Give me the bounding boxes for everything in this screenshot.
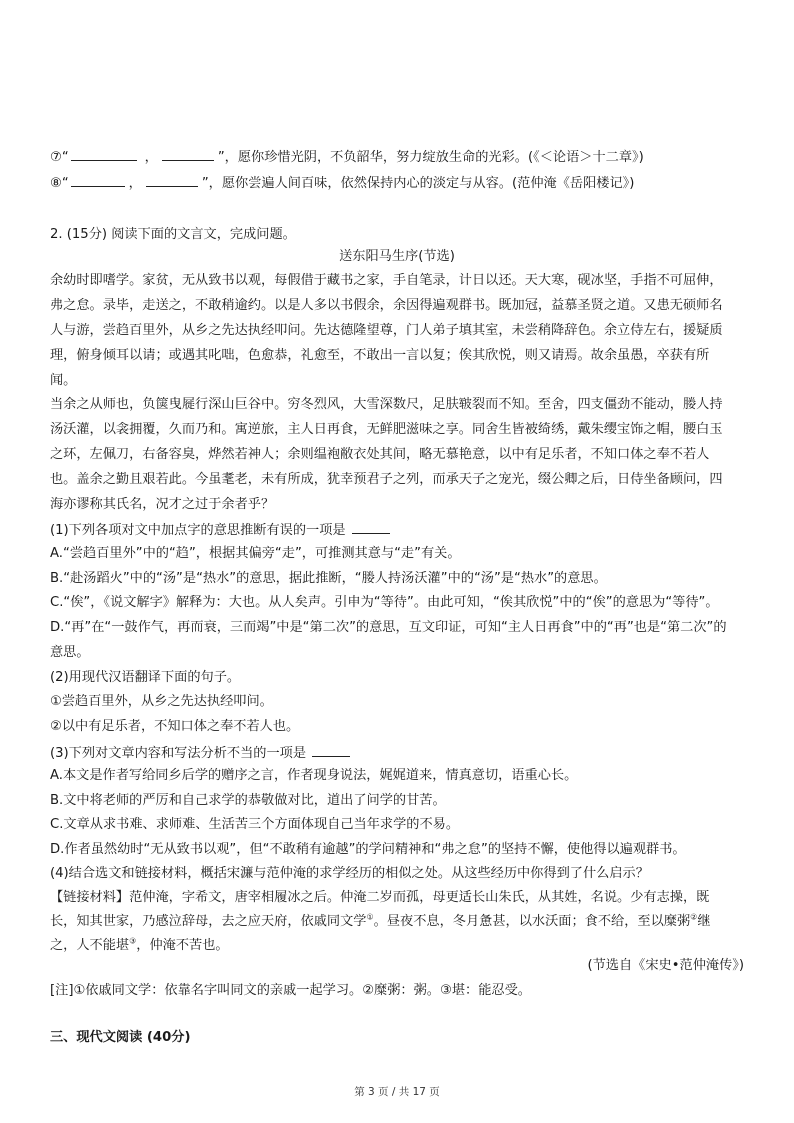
fill-8-suffix: ”，愿你尝遍人间百味，依然保持内心的淡定与从容。(范仲淹《岳阳楼记》) xyxy=(201,176,635,191)
link-material xyxy=(50,937,229,955)
passage-line: 理，俯身倾耳以请；或遇其叱咄，色愈恭，礼愈至，不敢出一言以复；俟其欣悦，则又请焉。故余虽愚，卒获有所 xyxy=(50,348,710,363)
passage-line: 闻。 xyxy=(50,373,77,388)
fill-8-prefix: ⑧“ xyxy=(50,176,69,191)
answer-blank[interactable] xyxy=(146,173,198,187)
translate-item: ①尝趋百里外，从乡之先达执经叩问。 xyxy=(50,694,273,709)
source-citation: (节选自《宋史•范仲淹传》) xyxy=(587,958,744,973)
question-2-intro: 2. (15分) 阅读下面的文言文，完成问题。 xyxy=(50,227,296,242)
option-b: B.文中将老师的严厉和自己求学的恭敬做对比，道出了问学的甘苦。 xyxy=(50,793,446,808)
link-text: 。昼夜不息，冬月惫甚，以水沃面；食不给，至以糜粥 xyxy=(373,914,691,929)
link-text: 之，人不能堪 xyxy=(50,938,130,953)
option-b: B.“赴汤蹈火”中的“汤”是“热水”的意思，据此推断，“媵人持汤沃灌”中的“汤”是“热水”的意思。 xyxy=(50,571,607,586)
passage-line: 人与游，尝趋百里外，从乡之先达执经叩问。先达德隆望尊，门人弟子填其室，未尝稍降辞色。余立侍左右，援疑质 xyxy=(50,323,723,338)
sub-1-stem: (1)下列各项对文中加点字的意思推断有误的一项是 xyxy=(50,523,346,538)
option-d: D.作者虽然幼时“无从致书以观”，但“不敢稍有逾越”的学问精神和“弗之怠”的坚持不懈，使他得以遍观群书。 xyxy=(50,842,686,857)
passage-title: 送东阳马生序(节选) xyxy=(339,249,455,264)
fill-item-7 xyxy=(50,147,644,167)
footnote-mark: ① xyxy=(366,912,374,922)
link-material: 【链接材料】范仲淹，字希文，唐宰相履冰之后。仲淹二岁而孤，母更适长山朱氏，从其姓，名说。少有志操，既 xyxy=(50,890,710,905)
page-footer: 第 3 页 / 共 17 页 xyxy=(354,1086,440,1098)
translate-item: ②以中有足乐者，不知口体之奉不若人也。 xyxy=(50,719,300,734)
passage-line: 也。盖余之勤且艰若此。今虽耄老，未有所成，犹幸预君子之列，而承天子之宠光，缀公卿之后，日侍坐备顾问，四 xyxy=(50,472,723,487)
passage-line: 余幼时即嗜学。家贫，无从致书以观，每假借于藏书之家，手自笔录，计日以还。天大寒，砚冰坚，手指不可屈伸， xyxy=(50,273,723,288)
fill-7-prefix: ⑦“ xyxy=(50,150,69,165)
option-c: C.文章从求书难、求师难、生活苦三个方面体现自己当年求学的不易。 xyxy=(50,817,460,832)
sub-question-1 xyxy=(50,520,390,540)
passage-line: 海亦谬称其氏名，况才之过于余者乎？ xyxy=(50,497,275,512)
answer-blank[interactable] xyxy=(71,173,125,187)
footnote-mark: ③ xyxy=(129,936,137,946)
passage-line: 汤沃灌，以衾拥覆，久而乃和。寓逆旅，主人日再食，无鲜肥滋味之享。同舍生皆被绮绣，戴朱缨宝饰之帽，腰白玉 xyxy=(50,422,723,437)
sub-question-2: (2)用现代汉语翻译下面的句子。 xyxy=(50,670,241,685)
answer-blank[interactable] xyxy=(312,743,350,757)
sub-question-4: (4)结合选文和链接材料，概括宋濂与范仲淹的求学经历的相似之处。从这些经历中你得到了什么启示？ xyxy=(50,866,649,881)
option-d-cont: 意思。 xyxy=(50,645,90,660)
footnote-mark: ② xyxy=(690,912,698,922)
sub-3-stem: (3)下列对文章内容和写法分析不当的一项是 xyxy=(50,746,307,761)
section-heading: 三、现代文阅读 (40分) xyxy=(50,1030,191,1045)
footnote: [注]①依戚同文学：依靠名字叫同文的亲戚一起学习。②糜粥：粥。③堪：能忍受。 xyxy=(50,983,531,998)
fill-item-8 xyxy=(50,173,634,193)
option-d: D.“再”在“一鼓作气，再而衰，三而竭”中是“第二次”的意思，互文印证，可知“主人日再食”中的“再”也是“第二次”的 xyxy=(50,620,727,635)
fill-7-sep: ， xyxy=(144,150,158,165)
option-a: A.本文是作者写给同乡后学的赠序之言，作者现身说法，娓娓道来，情真意切，语重心长。 xyxy=(50,768,578,783)
option-c: C.“俟”，《说文解字》解释为：大也。从人矣声。引申为“等待”。由此可知，“俟其欣悦”中的“俟”的意思为“等待”。 xyxy=(50,595,719,610)
answer-blank[interactable] xyxy=(71,147,137,161)
answer-blank[interactable] xyxy=(352,520,390,534)
link-text: 继 xyxy=(697,914,711,929)
answer-blank[interactable] xyxy=(162,147,214,161)
link-text: ，仲淹不苦也。 xyxy=(136,938,229,953)
link-material xyxy=(50,913,711,931)
sub-question-3 xyxy=(50,743,350,763)
link-text: 长，知其世家，乃感泣辞母，去之应天府，依戚同文学 xyxy=(50,914,367,929)
fill-7-suffix: ”，愿你珍惜光阴，不负韶华，努力绽放生命的光彩。(《＜论语＞十二章》) xyxy=(217,150,644,165)
passage-line: 弗之怠。录毕，走送之，不敢稍逾约。以是人多以书假余，余因得遍观群书。既加冠，益慕圣贤之道。又患无硕师名 xyxy=(50,298,723,313)
passage-line: 当余之从师也，负箧曳屣行深山巨谷中。穷冬烈风，大雪深数尺，足肤皲裂而不知。至舍，四支僵劲不能动，媵人持 xyxy=(50,397,723,412)
fill-8-sep: ， xyxy=(128,176,142,191)
option-a: A.“尝趋百里外”中的“趋”，根据其偏旁“走”，可推测其意与“走”有关。 xyxy=(50,546,461,561)
passage-line: 之环，左佩刀，右备容臭，烨然若神人；余则缊袍敝衣处其间，略无慕艳意，以中有足乐者，不知口体之奉不若人 xyxy=(50,447,710,462)
